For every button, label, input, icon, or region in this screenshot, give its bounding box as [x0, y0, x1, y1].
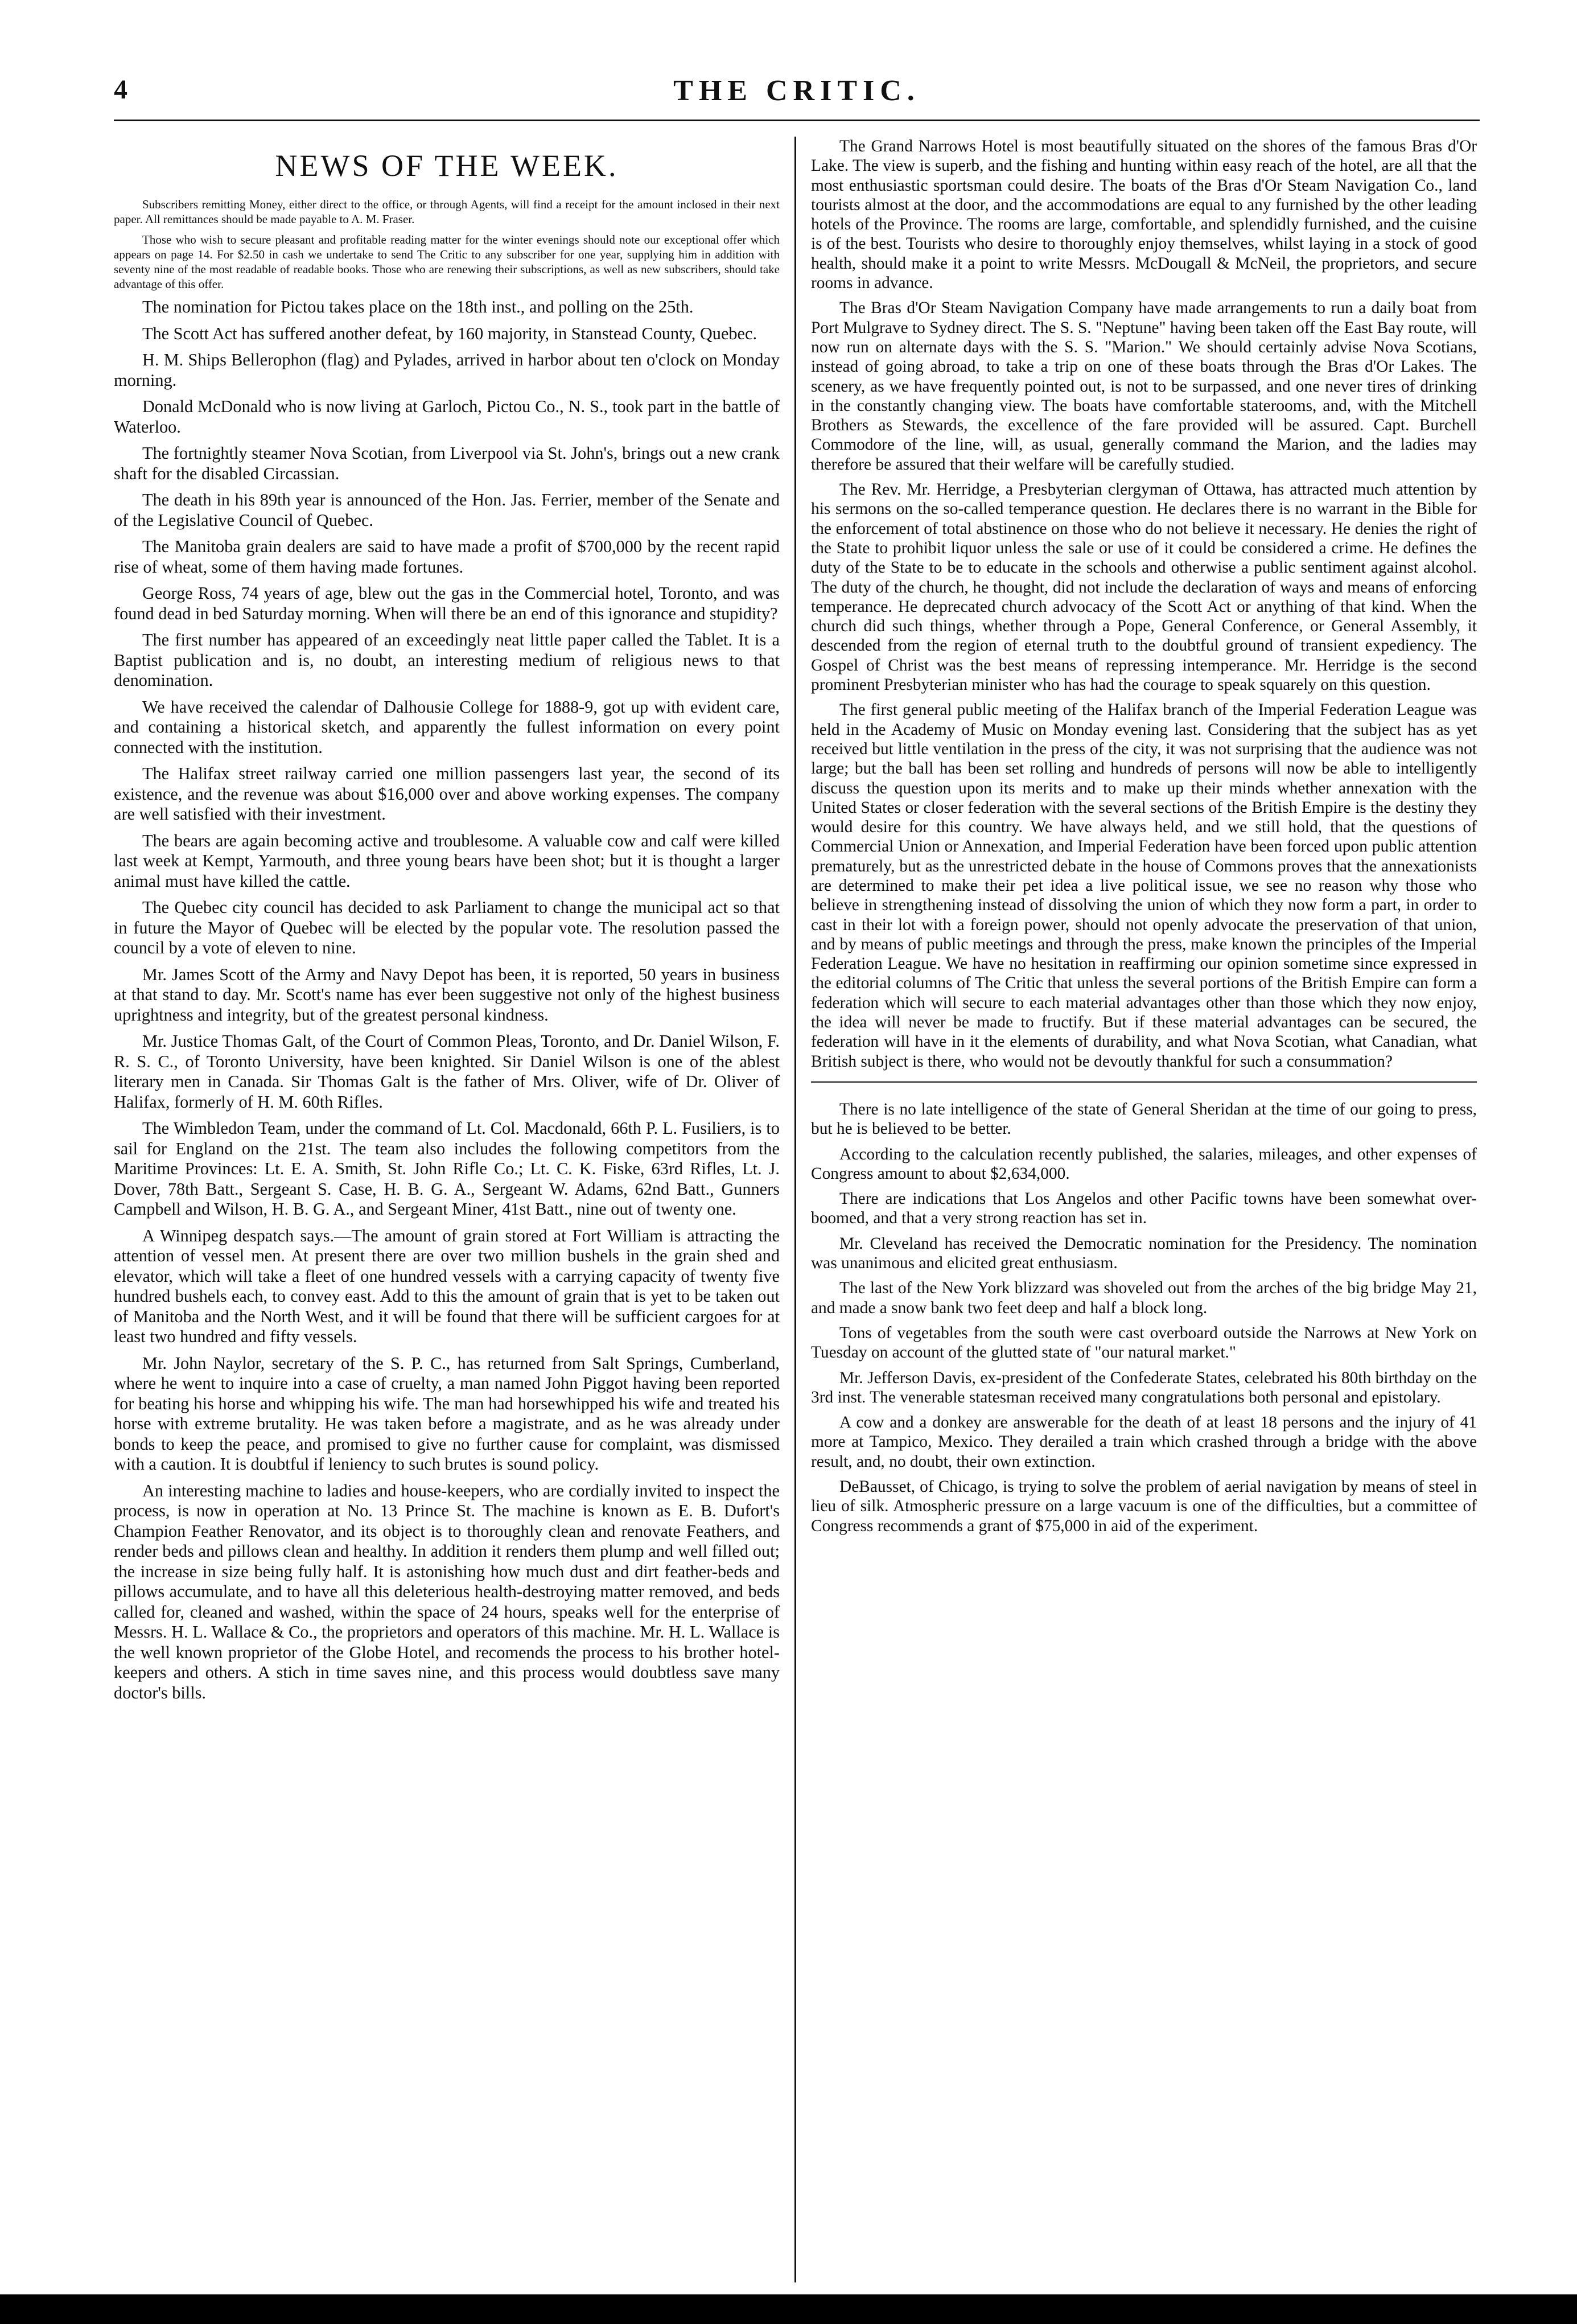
- news-item: The fortnightly steamer Nova Scotian, from Liverpool via St. John's, brings out a new crank shaft for the disabled Circassian.: [114, 443, 780, 483]
- news-item: The Manitoba grain dealers are said to have made a profit of $700,000 by the recent rapid rise of wheat, some of them having made fortunes.: [114, 537, 780, 577]
- news-item: We have received the calendar of Dalhousie College for 1888-9, got up with evident care, and containing a historical sketch, and apparently the fullest information on every point connected with the institution.: [114, 697, 780, 757]
- news-item: An interesting machine to ladies and house-keepers, who are cordially invited to inspect the process, is now in operation at No. 13 Prince St. The machine is known as E. B. Dufort's Champion Feather Renovator, and its object is to thoroughly clean and renovate Feathers, and render beds and pillows clean and healthy. In addition it renders them plump and well filled out; the increase in size being fully half. It is astonishing how much dust and dirt feather-beds and pillows accumulate, and to have all this deleterious health-destroying matter removed, and beds called for, cleaned and washed, within the space of 24 hours, speaks well for the enterprise of Messrs. H. L. Wallace & Co., the proprietors and operators of this machine. Mr. H. L. Wallace is the well known proprietor of the Globe Hotel, and recomends the process to his brother hotel-keepers and others. A stich in time saves nine, and this process would doubtless save many doctor's bills.: [114, 1480, 780, 1702]
- news-item: The first general public meeting of the Halifax branch of the Imperial Federation League was held in the Academy of Music on Monday evening last. Considering that the subject has as yet received but little ventilation in the press of the city, it was not surprising that the audience was not large; but the ball has been set rolling and hundreds of persons will now be able to intelligently discuss the question upon its merits and to make up their minds whether annexation with the United States or closer federation with the several sections of the British Empire is the destiny they would desire for this country. We have always held, and we still hold, that the questions of Commercial Union or Annexation, and Imperial Federation have been forced upon public attention prematurely, but as the unrestricted debate in the house of Commons proves that the annexationists are determined to make their pet idea a live political issue, we see no reason why those who believe in strengthening instead of dissolving the union of which they now form a part, in order to cast in their lot with a foreign power, should not openly advocate the preservation of that union, and by means of public meetings and through the press, make known the principles of the Imperial Federation League. We have no hesitation in reaffirming our opinion sometime since expressed in the editorial columns of The Critic that unless the several portions of the British Empire can form a federation which will secure to each material advantages other than those which they now enjoy, the idea will never be made to fructify. But if these material advantages can be secured, the federation will have in it the elements of durability, and what Nova Scotian, what Canadian, what British subject is there, who would not be devoutly thankful for such a consummation?: [811, 701, 1477, 1071]
- news-item: The Quebec city council has decided to ask Parliament to change the municipal act so that in future the Mayor of Quebec will be elected by the popular vote. The resolution passed the council by a vote of eleven to nine.: [114, 898, 780, 957]
- news-item: A cow and a donkey are answerable for the death of at least 18 persons and the injury of 41 more at Tampico, Mexico. They derailed a train which crashed through a bridge with the above result, and, no doubt, their own extinction.: [811, 1413, 1477, 1471]
- newspaper-page: [114, 74, 1480, 2282]
- news-item: Mr. Jefferson Davis, ex-president of the Confederate States, celebrated his 80th birthday on the 3rd inst. The venerable statesman received many congratulations both personal and epistolary.: [811, 1368, 1477, 1406]
- column-rule: [794, 137, 796, 2282]
- news-item: The death in his 89th year is announced of the Hon. Jas. Ferrier, member of the Senate and of the Legislative Council of Quebec.: [114, 490, 780, 530]
- columns: [114, 137, 1480, 2282]
- news-item: The Bras d'Or Steam Navigation Company have made arrangements to run a daily boat from Port Mulgrave to Sydney direct. The S. S. "Neptune" having been taken off the East Bay route, will now run on alternate days with the S. S. "Marion." We should certainly advise Nova Scotians, instead of going abroad, to take a trip on one of these boats through the Bras d'Or Lakes. The scenery, as we have frequently pointed out, is not to be surpassed, and one never tires of drinking in the constantly changing view. The boats have comfortable staterooms, and, with the Mitchell Brothers as Stewards, the excellence of the fare provided will be assured. Capt. Burchell Commodore of the line, will, as usual, generally command the Marion, and the ladies may therefore be assured that their welfare will be carefully studied.: [811, 299, 1477, 474]
- news-item: The nomination for Pictou takes place on the 18th inst., and polling on the 25th.: [142, 297, 694, 316]
- page-header: [114, 74, 1480, 121]
- news-item: According to the calculation recently published, the salaries, mileages, and other expenses of Congress amount to about $2,634,000.: [811, 1145, 1477, 1183]
- news-item: The Halifax street railway carried one million passengers last year, the second of its existence, and the revenue was about $16,000 over and above working expenses. The company are well satisfied with their investment.: [114, 764, 780, 824]
- news-item: The Rev. Mr. Herridge, a Presbyterian clergyman of Ottawa, has attracted much attention by his sermons on the so-called temperance question. He declares there is no warrant in the Bible for the enforcement of total abstinence on those who do not believe it necessary. He denies the right of the State to prohibit liquor unless the sale or use of it could be considered a crime. He defines the duty of the State to be to educate in the schools and otherwise a public sentiment against alcohol. The duty of the church, he thought, did not include the declaration of ways and means of enforcing temperance. He deprecated church advocacy of the Scott Act or anything of that kind. When the church did such things, whether through a Pope, General Conference, or General Assembly, it descended from the region of eternal truth to the doubtful ground of transient expediency. The Gospel of Christ was the best means of repressing intemperance. Mr. Herridge is the second prominent Presbyterian minister who has had the courage to speak squarely on this question.: [811, 480, 1477, 694]
- subscriber-notice: Those who wish to secure pleasant and profitable reading matter for the winter evenings should note our exceptional offer which appears on page 14. For $2.50 in cash we undertake to send The Critic to any subscriber for one year, supplying him in addition with seventy nine of the most readable of readable books. Those who are renewing their subscriptions, as well as new subscribers, should take advantage of this offer.: [114, 233, 780, 291]
- page-number: 4: [114, 75, 127, 105]
- news-item: There is no late intelligence of the state of General Sheridan at the time of our going to press, but he is believed to be better.: [811, 1100, 1477, 1138]
- section-divider: [811, 1081, 1477, 1083]
- news-item: Donald McDonald who is now living at Garloch, Pictou Co., N. S., took part in the battle of Waterloo.: [114, 397, 780, 437]
- news-item: There are indications that Los Angelos and other Pacific towns have been somewhat over-boomed, and that a very strong reaction has set in.: [811, 1190, 1477, 1228]
- news-item: The first number has appeared of an exceedingly neat little paper called the Tablet. It is a Baptist publication and is, no doubt, an interesting medium of religious news to that denomination.: [114, 630, 780, 690]
- news-item: Tons of vegetables from the south were cast overboard outside the Narrows at New York on Tuesday on account of the glutted state of "our natural market.": [811, 1323, 1477, 1362]
- news-item: The Grand Narrows Hotel is most beautifully situated on the shores of the famous Bras d'Or Lake. The view is superb, and the fishing and hunting within easy reach of the hotel, are all that the most enthusiastic sportsman could desire. The boats of the Bras d'Or Steam Navigation Co., land tourists almost at the door, and the accommodations are equal to any furnished by the other leading hotels of the Province. The rooms are large, comfortable, and splendidly furnished, and the cuisine is of the best. Tourists who desire to thoroughly enjoy themselves, whilst laying in a stock of good health, should make it a point to write Messrs. McDougall & McNeil, the proprietors, and secure rooms in advance.: [811, 137, 1477, 293]
- news-item: H. M. Ships Bellerophon (flag) and Pylades, arrived in harbor about ten o'clock on Monday morning.: [114, 350, 780, 390]
- news-item: Mr. Cleveland has received the Democratic nomination for the Presidency. The nomination was unanimous and elicited great enthusiasm.: [811, 1234, 1477, 1273]
- news-item: The last of the New York blizzard was shoveled out from the arches of the big bridge May 21, and made a snow bank two feet deep and half a block long.: [811, 1279, 1477, 1317]
- news-item: Mr. James Scott of the Army and Navy Depot has been, it is reported, 50 years in business at that stand to day. Mr. Scott's name has ever been suggestive not only of the highest business uprightness and integrity, but of the greatest personal kindness.: [114, 964, 780, 1025]
- masthead: THE CRITIC.: [673, 75, 920, 107]
- right-column: [811, 137, 1477, 2282]
- news-item: A Winnipeg despatch says.—The amount of grain stored at Fort William is attracting the attention of vessel men. At present there are over two million bushels in the grain shed and elevator, which will take a fleet of one hundred vessels with a carrying capacity of twenty five hundred bushels each, to convey east. Add to this the amount of grain that is yet to be taken out of Manitoba and the North West, and it will be found that there will be sufficient cargoes for at least two hundred and fifty vessels.: [114, 1225, 780, 1346]
- news-item: The bears are again becoming active and troublesome. A valuable cow and calf were killed last week at Kempt, Yarmouth, and three young bears have been shot; but it is thought a larger animal must have killed the cattle.: [114, 830, 780, 891]
- left-column: [114, 137, 780, 2282]
- news-item: DeBausset, of Chicago, is trying to solve the problem of aerial navigation by means of steel in lieu of silk. Atmospheric pressure on a large vacuum is one of the difficulties, but a committee of Congress recommends a grant of $75,000 in aid of the experiment.: [811, 1478, 1477, 1535]
- news-item: The Wimbledon Team, under the command of Lt. Col. Macdonald, 66th P. L. Fusiliers, is to sail for England on the 21st. The team also includes the following competitors from the Maritime Provinces: Lt. E. A. Smith, St. John Rifle Co.; Lt. C. K. Fiske, 63rd Rifles, Lt. J. Dover, 78th Batt., Sergeant S. Case, H. B. G. A., Sergeant W. Adams, 62nd Batt., Gunners Campbell and Wilson, H. B. G. A., and Sergeant Miner, 41st Batt., nine out of twenty one.: [114, 1118, 780, 1219]
- scan-edge-band: [0, 2294, 1577, 2324]
- section-title: NEWS OF THE WEEK.: [275, 149, 619, 183]
- news-item: George Ross, 74 years of age, blew out the gas in the Commercial hotel, Toronto, and was found dead in bed Saturday morning. When will there be an end of this ignorance and stupidity?: [114, 583, 780, 623]
- news-item: Mr. Justice Thomas Galt, of the Court of Common Pleas, Toronto, and Dr. Daniel Wilson, F. R. S. C., of Toronto University, have been knighted. Sir Daniel Wilson is one of the ablest literary men in Canada. Sir Thomas Galt is the father of Mrs. Oliver, wife of Dr. Oliver of Halifax, formerly of H. M. 60th Rifles.: [114, 1031, 780, 1112]
- news-item: The Scott Act has suffered another defeat, by 160 majority, in Stanstead County, Quebec.: [142, 323, 757, 343]
- news-item: Mr. John Naylor, secretary of the S. P. C., has returned from Salt Springs, Cumberland, where he went to inquire into a case of cruelty, a man named John Piggot having been reported for beating his horse and whipping his wife. The man had horsewhipped his wife and treated his horse with extreme brutality. He was taken before a magistrate, and as he was already under bonds to keep the peace, and promised to give no further cause for complaint, was dismissed with a caution. It is doubtful if leniency to such brutes is sound policy.: [114, 1353, 780, 1474]
- subscriber-notice: Subscribers remitting Money, either direct to the office, or through Agents, will find a receipt for the amount inclosed in their next paper. All remittances should be made payable to A. M. Fraser.: [114, 198, 780, 226]
